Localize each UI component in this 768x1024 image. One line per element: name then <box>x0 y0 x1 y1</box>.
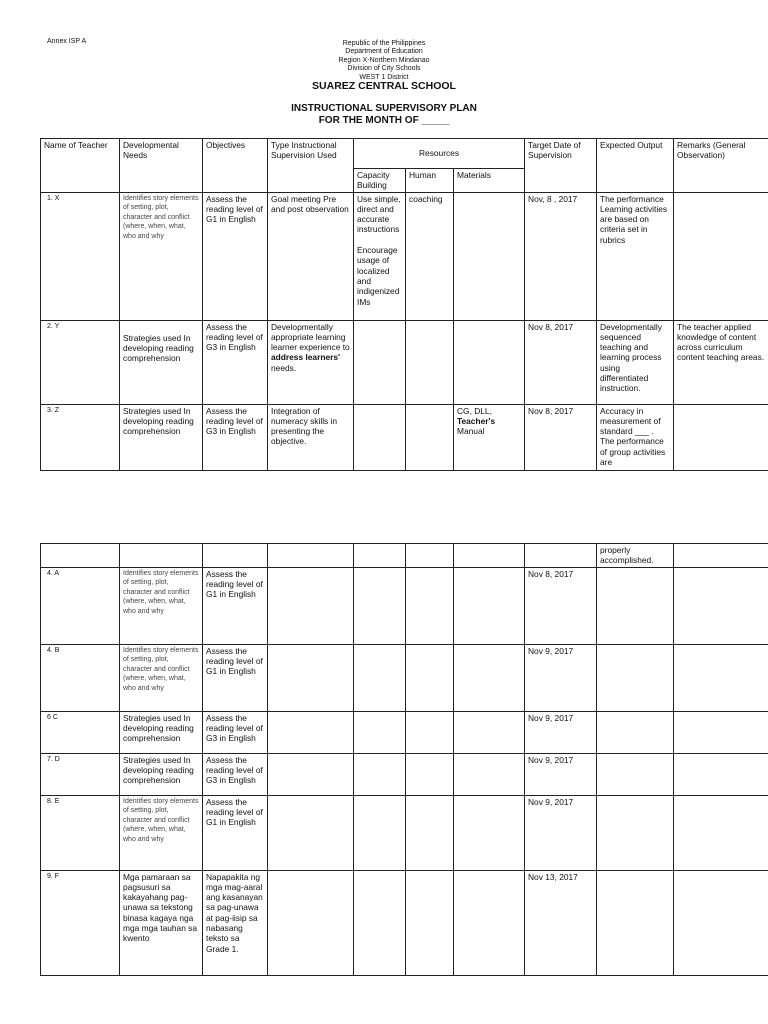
empty-cell <box>406 870 454 975</box>
empty-cell <box>268 544 354 568</box>
output-cell: Accuracy in measurement of standard ___ . The performance of group activities are <box>597 404 674 470</box>
empty-cell <box>354 644 406 711</box>
table-row <box>41 320 768 404</box>
header-row <box>41 139 768 169</box>
needs-cell: Strategies used In developing reading comprehension <box>120 753 203 795</box>
target-date-cell: Nov 13, 2017 <box>525 870 597 975</box>
objectives-cell: Assess the reading level of G1 in English <box>203 192 268 320</box>
needs-cell: Mga pamaraan sa pagsusuri sa kakayahang pag-unawa sa tekstong binasa kagaya nga mga mga tauhan sa kwento <box>120 870 203 975</box>
target-date-cell: Nov 9, 2017 <box>525 644 597 711</box>
type-text: Developmentally appropriate learning learner experience to <box>271 321 350 353</box>
empty-cell <box>406 644 454 711</box>
empty-cell <box>454 544 525 568</box>
table-row <box>41 753 768 795</box>
materials-cell <box>454 192 525 320</box>
header-block <box>0 40 768 82</box>
empty-cell <box>406 544 454 568</box>
target-date-cell: Nov, 8 , 2017 <box>525 192 597 320</box>
empty-cell <box>454 711 525 753</box>
objectives-cell: Assess the reading level of G3 in English <box>203 753 268 795</box>
type-text-bold: address learners' <box>271 352 341 363</box>
empty-cell <box>406 711 454 753</box>
col-header-output: Expected Output <box>597 139 674 193</box>
empty-cell <box>203 544 268 568</box>
empty-cell <box>120 544 203 568</box>
empty-cell <box>597 567 674 644</box>
col-header-type: Type Instructional Supervision Used <box>268 139 354 193</box>
needs-cell: Identifies story elements of setting, plot, character and conflict (where, when, what, who and why <box>120 795 203 870</box>
empty-cell <box>674 567 768 644</box>
needs-cell: Identifies story elements of setting, plot, character and conflict (where, when, what, who and why <box>120 567 203 644</box>
teacher-name: 6 C <box>41 711 120 753</box>
empty-cell <box>597 795 674 870</box>
target-date-cell: Nov 9, 2017 <box>525 795 597 870</box>
human-cell: coaching <box>406 192 454 320</box>
empty-cell <box>354 795 406 870</box>
teacher-name: 3. Z <box>41 404 120 470</box>
objectives-cell: Assess the reading level of G1 in English <box>203 644 268 711</box>
empty-cell <box>454 870 525 975</box>
needs-cell: Strategies used In developing reading comprehension <box>120 320 203 404</box>
empty-cell <box>268 567 354 644</box>
empty-cell <box>674 795 768 870</box>
target-date-cell: Nov 8, 2017 <box>525 320 597 404</box>
teacher-name: 1. X <box>41 192 120 320</box>
needs-cell: Identifies story elements of setting, plot, character and conflict (where, when, what, who and why <box>120 192 203 320</box>
header-line: Division of City Schools <box>347 65 421 73</box>
table-row <box>41 795 768 870</box>
empty-cell <box>525 544 597 568</box>
col-header-needs: Developmental Needs <box>120 139 203 193</box>
empty-cell <box>268 753 354 795</box>
empty-cell <box>268 711 354 753</box>
teacher-name: 2. Y <box>41 320 120 404</box>
supervisory-plan-table-continued <box>40 543 768 976</box>
output-cell: The performance Learning activities are based on criteria set in rubrics <box>597 192 674 320</box>
col-header-teacher: Name of Teacher <box>41 139 120 193</box>
empty-cell <box>406 567 454 644</box>
empty-cell <box>406 795 454 870</box>
output-continuation: properly accomplished. <box>597 544 674 568</box>
empty-cell <box>268 870 354 975</box>
col-header-human: Human <box>406 169 454 193</box>
objectives-cell: Assess the reading level of G1 in English <box>203 795 268 870</box>
header-line: Department of Education <box>345 48 423 56</box>
type-text: needs. <box>271 362 297 373</box>
type-cell: Goal meeting Pre and post observation <box>268 192 354 320</box>
title-line-2: FOR THE MONTH OF _____ <box>318 115 450 126</box>
table-row <box>41 711 768 753</box>
capacity-cell: Use simple, direct and accurate instructions Encourage usage of localized and indigenized IMs <box>354 192 406 320</box>
empty-cell <box>674 711 768 753</box>
empty-cell <box>454 795 525 870</box>
empty-cell <box>268 795 354 870</box>
teacher-name: 4. B <box>41 644 120 711</box>
objectives-cell: Assess the reading level of G3 in English <box>203 711 268 753</box>
human-cell <box>406 320 454 404</box>
school-name: SUAREZ CENTRAL SCHOOL <box>312 80 456 92</box>
table-row <box>41 870 768 975</box>
needs-cell: Identifies story elements of setting, plot, character and conflict (where, when, what, who and why <box>120 644 203 711</box>
objectives-cell: Assess the reading level of G3 in English <box>203 320 268 404</box>
type-cell: Integration of numeracy skills in presenting the objective. <box>268 404 354 470</box>
teacher-name: 4. A <box>41 567 120 644</box>
target-date-cell: Nov 9, 2017 <box>525 711 597 753</box>
empty-cell <box>454 644 525 711</box>
teacher-name: 9. F <box>41 870 120 975</box>
needs-cell: Strategies used In developing reading comprehension <box>120 711 203 753</box>
table-row <box>41 544 768 568</box>
col-header-target: Target Date of Supervision <box>525 139 597 193</box>
empty-cell <box>354 753 406 795</box>
col-header-objectives: Objectives <box>203 139 268 193</box>
supervisory-plan-table <box>40 138 768 471</box>
materials-cell <box>454 404 525 470</box>
table-row <box>41 192 768 320</box>
title-line-1: INSTRUCTIONAL SUPERVISORY PLAN <box>291 103 477 114</box>
document-title <box>0 103 768 127</box>
empty-cell <box>674 753 768 795</box>
materials-text: CG, DLL, <box>457 405 492 416</box>
header-line: Region X-Northern Mindanao <box>338 56 430 64</box>
capacity-cell <box>354 320 406 404</box>
table-row <box>41 404 768 470</box>
materials-text-bold: Teacher's <box>457 415 496 426</box>
empty-cell <box>597 644 674 711</box>
type-cell <box>268 320 354 404</box>
needs-cell: Strategies used In developing reading comprehension <box>120 404 203 470</box>
empty-cell <box>354 544 406 568</box>
empty-cell <box>268 644 354 711</box>
objectives-cell: Assess the reading level of G3 in English <box>203 404 268 470</box>
empty-cell <box>41 544 120 568</box>
remarks-cell <box>674 404 768 470</box>
remarks-cell <box>674 192 768 320</box>
col-header-capacity: Capacity Building <box>354 169 406 193</box>
empty-cell <box>354 870 406 975</box>
objectives-cell: Napapakita ng mga mag-aaral ang kasanayan sa pag-unawa at pag-iisip sa nabasang teksto sa Grade 1. <box>203 870 268 975</box>
table-row <box>41 644 768 711</box>
empty-cell <box>674 644 768 711</box>
table-row <box>41 567 768 644</box>
empty-cell <box>406 753 454 795</box>
teacher-name: 8. E <box>41 795 120 870</box>
empty-cell <box>354 711 406 753</box>
materials-cell <box>454 320 525 404</box>
target-date-cell: Nov 8, 2017 <box>525 404 597 470</box>
output-cell: Developmentally sequenced teaching and learning process using differentiated instruction. <box>597 320 674 404</box>
empty-cell <box>597 870 674 975</box>
header-line: Republic of the Philippines <box>342 40 426 47</box>
empty-cell <box>454 567 525 644</box>
teacher-name: 7. D <box>41 753 120 795</box>
col-header-remarks: Remarks (General Observation) <box>674 139 768 193</box>
human-cell <box>406 404 454 470</box>
empty-cell <box>597 753 674 795</box>
empty-cell <box>354 567 406 644</box>
annex-label: Annex ISP A <box>47 38 87 45</box>
objectives-cell: Assess the reading level of G1 in English <box>203 567 268 644</box>
header-line: WEST 1 District <box>359 73 409 81</box>
empty-cell <box>674 870 768 975</box>
col-header-materials: Materials <box>454 169 525 193</box>
empty-cell <box>597 711 674 753</box>
capacity-cell <box>354 404 406 470</box>
target-date-cell: Nov 8, 2017 <box>525 567 597 644</box>
materials-text: Manual <box>457 426 485 437</box>
empty-cell <box>674 544 768 568</box>
target-date-cell: Nov 9, 2017 <box>525 753 597 795</box>
remarks-cell: The teacher applied knowledge of content across curriculum content teaching areas. <box>674 320 768 404</box>
col-header-resources: Resources <box>354 139 525 169</box>
empty-cell <box>454 753 525 795</box>
